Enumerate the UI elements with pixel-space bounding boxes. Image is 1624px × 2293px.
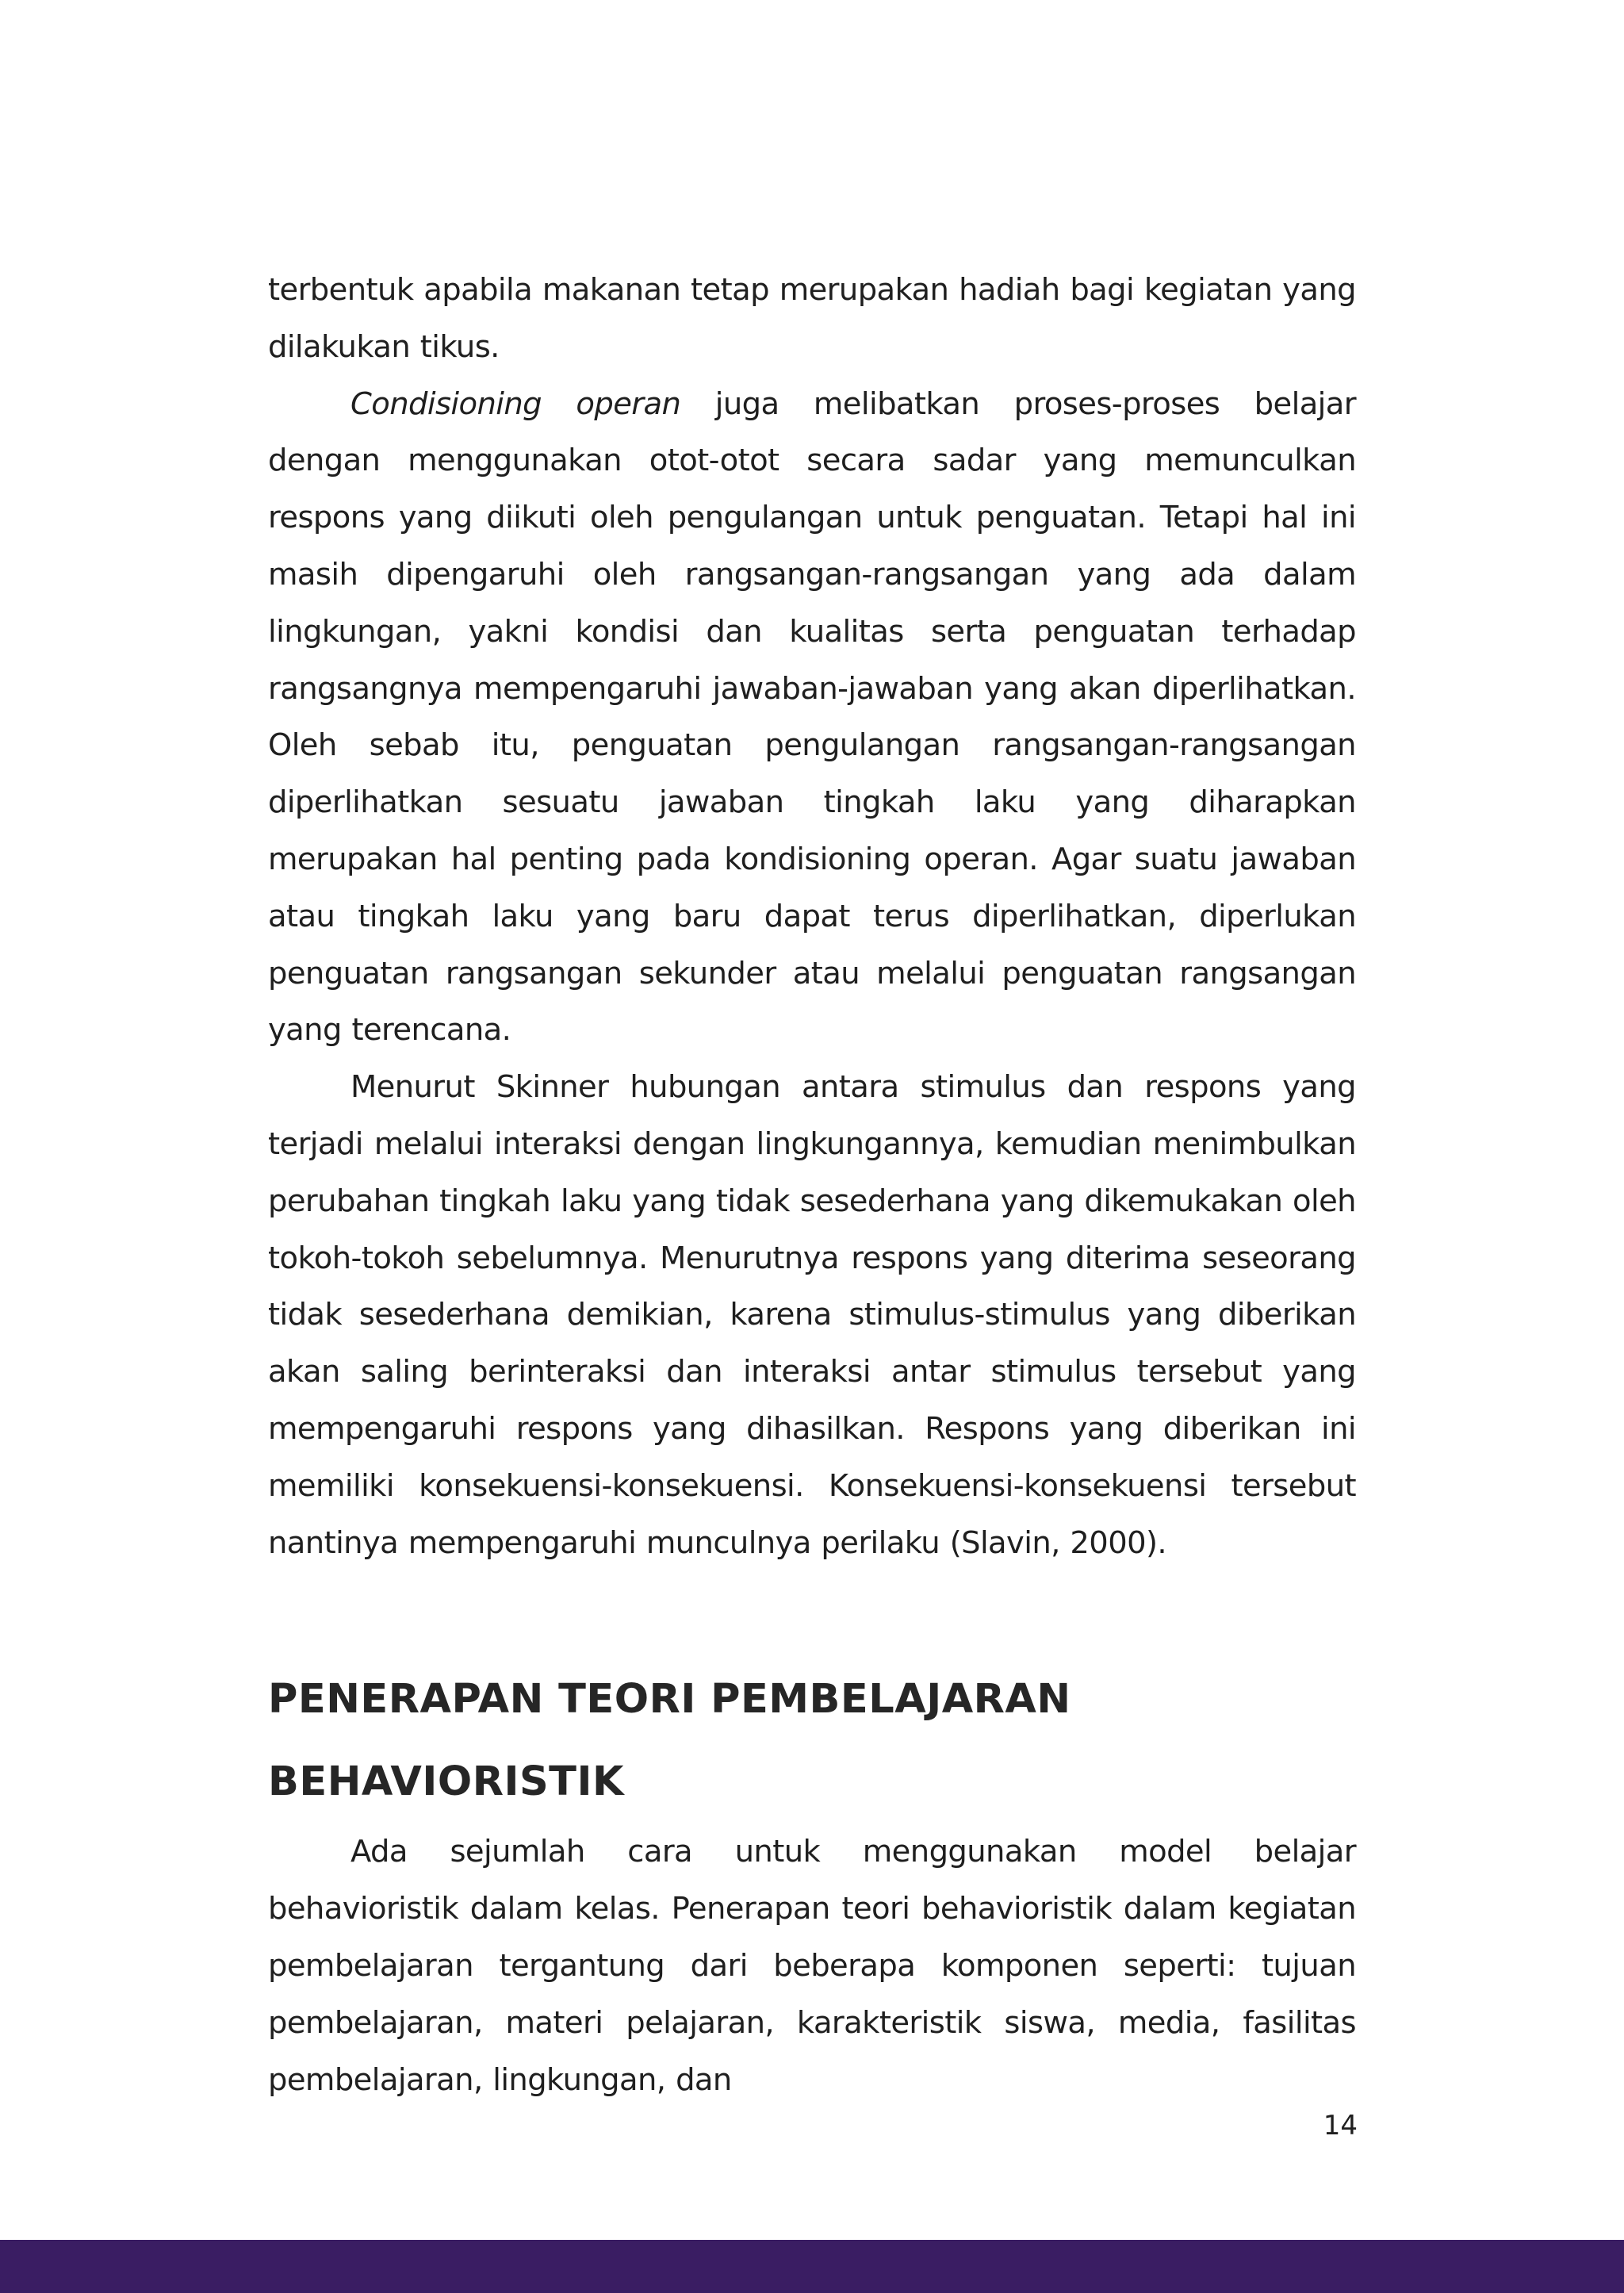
- section-heading: [268, 1658, 1356, 1823]
- paragraph-condisioning-operan: [268, 376, 1356, 1060]
- italic-term: Condisioning operan: [350, 385, 681, 422]
- paragraph-penerapan: Ada sejumlah cara untuk menggunakan model belajar behavioristik dalam kelas. Penerapan teori behavioristik dalam kegiatan pembelajaran tergantung dari beberapa komponen seperti: tujuan pembelajaran, materi pelajaran, karakteristik siswa, media, fasilitas pembelajaran, lingkungan, dan: [268, 1834, 1356, 2098]
- paragraph-skinner: Menurut Skinner hubungan antara stimulus dan respons yang terjadi melalui interaksi dengan lingkungannya, kemudian menimbulkan perubahan tingkah laku yang tidak sesederhana yang dikemukakan oleh tokoh-tokoh sebelumnya. Menurutnya respons yang diterima seseorang tidak sesederhana demikian, karena stimulus-stimulus yang diberikan akan saling berinteraksi dan interaksi antar stimulus tersebut yang mempengaruhi respons yang dihasilkan. Respons yang diberikan ini memiliki konsekuensi-konsekuensi. Konsekuensi-konsekuensi tersebut nantinya mempengaruhi munculnya perilaku (Slavin, 2000).: [268, 1069, 1356, 1561]
- paragraph-text: juga melibatkan proses-proses belajar dengan menggunakan otot-otot secara sadar yang memunculkan respons yang diikuti oleh pengulangan untuk penguatan. Tetapi hal ini masih dipengaruhi oleh rangsangan-rangsangan yang ada dalam lingkungan, yakni kondisi dan kualitas serta penguatan terhadap rangsangnya mempengaruhi jawaban-jawaban yang akan diperlihatkan. Oleh sebab itu, penguatan pengulangan rangsangan-rangsangan diperlihatkan sesuatu jawaban tingkah laku yang diharapkan merupakan hal penting pada kondisioning operan. Agar suatu jawaban atau tingkah laku yang baru dapat terus diperlihatkan, diperlukan penguatan rangsangan sekunder atau melalui penguatan rangsangan yang terencana.: [268, 385, 1357, 1049]
- page-number: 14: [1323, 2110, 1358, 2142]
- heading-line-2: BEHAVIORISTIK: [268, 1758, 624, 1806]
- footer-bar: [0, 2240, 1624, 2293]
- heading-line-1: PENERAPAN TEORI PEMBELAJARAN: [268, 1676, 1071, 1724]
- page-body: [268, 262, 1356, 2108]
- paragraph-continuation: terbentuk apabila makanan tetap merupakan hadiah bagi kegiatan yang dilakukan tikus.: [268, 272, 1356, 365]
